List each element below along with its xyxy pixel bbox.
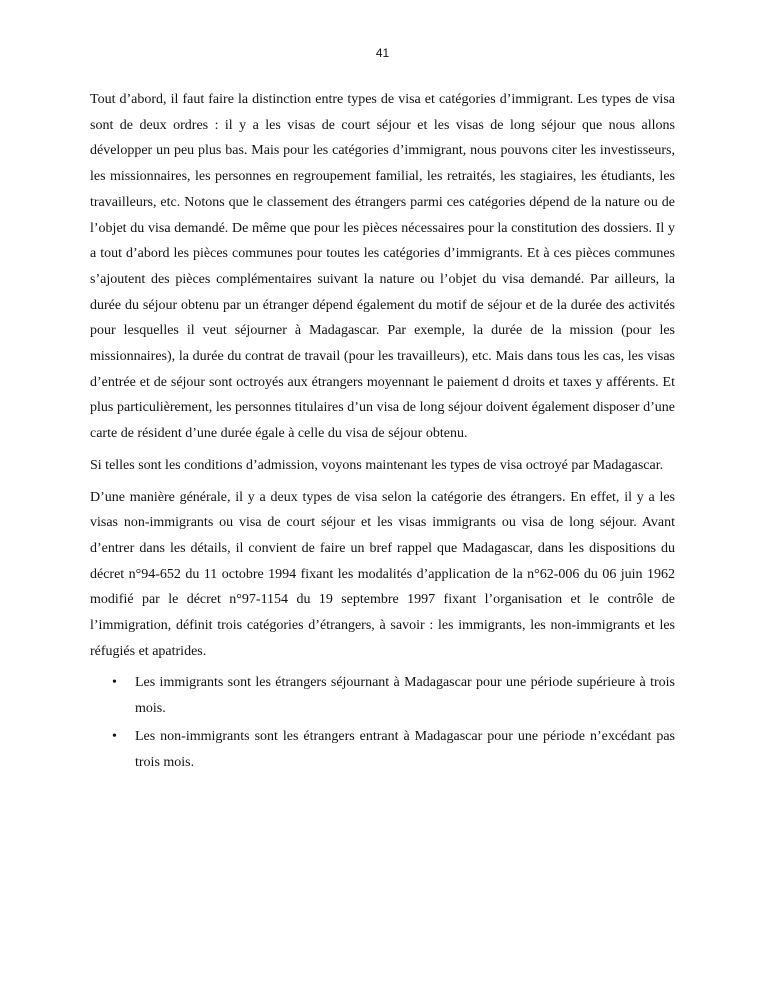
bullet-icon: • [112,728,117,744]
bullet-icon: • [112,675,117,691]
list-item [90,724,675,775]
bullet-list [90,670,675,775]
page-number: 41 [375,46,390,60]
paragraph-admission-conditions: Si telles sont les conditions d’admission, voyons maintenant les types de visa octroyé par Madagascar. [90,457,664,473]
list-item-text: Les non-immigrants sont les étrangers entrant à Madagascar pour une période n’excédant pas trois mois. [135,728,675,770]
paragraph-visa-types: D’une manière générale, il y a deux types de visa selon la catégorie des étrangers. En effet, il y a les visas non-immigrants ou visa de court séjour et les visas immigrants ou visa de long séjour. Avant d’entrer dans les détails, il convient de faire un bref rappel que Madagascar, dans les dispositions du décret n°94-652 du 11 octobre 1994 fixant les modalités d’application de la n°62-006 du 06 juin 1962 modifié par le décret n°97-1154 du 19 septembre 1997 fixant l’organisation et le contrôle de l’immigration, définit trois catégories d’étrangers, à savoir : les immigrants, les non-immigrants et les réfugiés et apatrides. [90,489,675,659]
body-text [90,87,675,777]
paragraph-visa-categories: Tout d’abord, il faut faire la distinction entre types de visa et catégories d’immigrant. Les types de visa sont de deux ordres : il y a les visas de court séjour et les visas de long séjour que nous allons développer un peu plus bas. Mais pour les catégories d’immigrant, nous pouvons citer les investisseurs, les missionnaires, les personnes en regroupement familial, les retraités, les stagiaires, les étudiants, les travailleurs, etc. Notons que le classement des étrangers parmi ces catégories dépend de la nature ou de l’objet du visa demandé. De même que pour les pièces nécessaires pour la constitution des dossiers. Il y a tout d’abord les pièces communes pour toutes les catégories d’immigrants. Et à ces pièces communes s’ajoutent des pièces complémentaires suivant la nature ou l’objet du visa demandé. Par ailleurs, la durée du séjour obtenu par un étranger dépend également du motif de séjour et de la durée des activités pour lesquelles il veut séjourner à Madagascar. Par exemple, la durée de la mission (pour les missionnaires), la durée du contrat de travail (pour les travailleurs), etc. Mais dans tous les cas, les visas d’entrée et de séjour sont octroyés aux étrangers moyennant le paiement d droits et taxes y afférents. Et plus particulièrement, les personnes titulaires d’un visa de long séjour doivent également disposer d’une carte de résident d’une durée égale à celle du visa de séjour obtenu. [90,92,675,442]
list-item [90,670,675,721]
list-item-text: Les immigrants sont les étrangers séjournant à Madagascar pour une période supérieure à trois mois. [135,675,675,717]
